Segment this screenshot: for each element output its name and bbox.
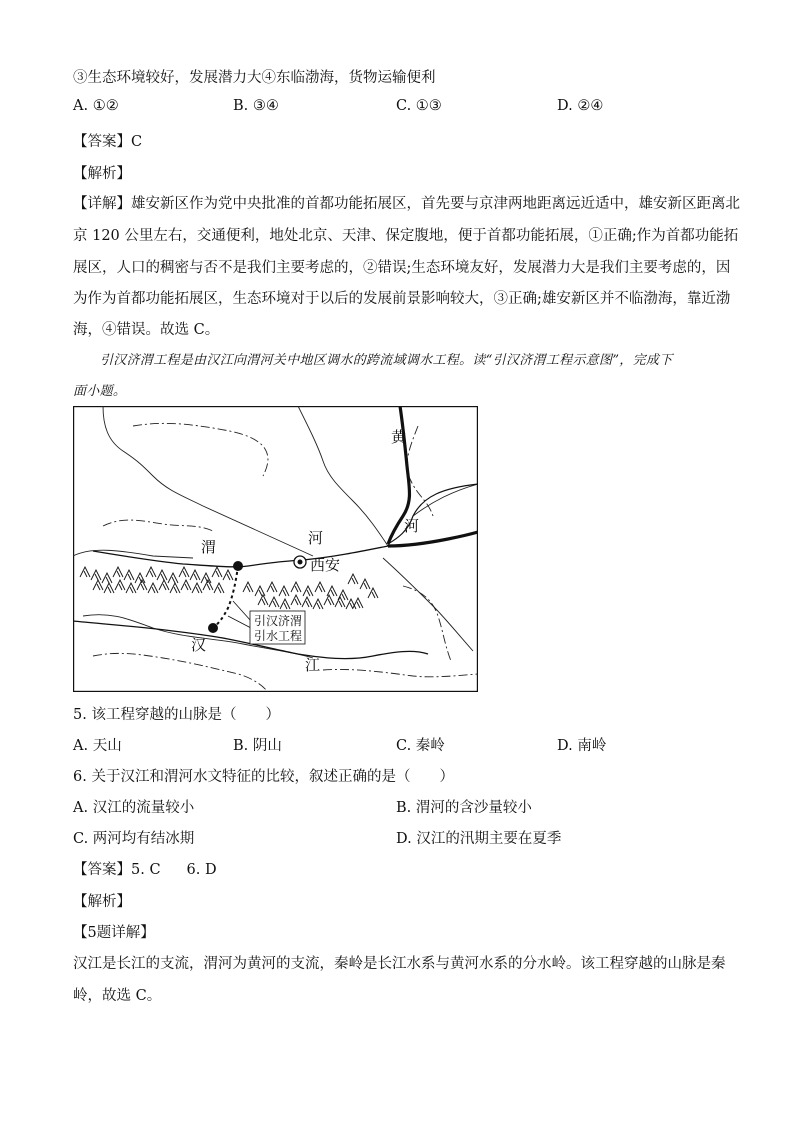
q5-option-c: C. 秦岭: [396, 738, 445, 754]
q4-answer-line: [73, 130, 142, 151]
q6-option-a: A. 汉江的流量较小: [73, 800, 195, 816]
q5-stem: 5. 该工程穿越的山脉是（ ）: [73, 707, 280, 723]
yinhanjiwei-project-map: [73, 406, 478, 692]
label-wei-char: 渭: [201, 538, 217, 556]
intake-point: [208, 623, 218, 633]
label-yellow-char: 黄: [391, 428, 407, 446]
q5-6-analysis-tag: 【解析】: [73, 894, 131, 910]
q4-option-c: C. ①③: [396, 98, 442, 114]
outlet-point: [233, 561, 243, 571]
q4-option-a: A. ①②: [73, 98, 119, 114]
material-intro-line-2: 面小题。: [73, 384, 127, 399]
q5-6-answer-line: [73, 858, 217, 879]
q4-option-d: D. ②④: [557, 98, 604, 114]
material-intro-line-1: 引汉济渭工程是由汉江向渭河关中地区调水的跨流域调水工程。读“引汉济渭工程示意图”，完成下: [100, 353, 673, 368]
q6-stem: 6. 关于汉江和渭河水文特征的比较，叙述正确的是（ ）: [73, 769, 454, 785]
q5-detail-line-1: 汉江是长江的支流，渭河为黄河的支流，秦岭是长江水系与黄河水系的分水岭。该工程穿越的山脉是秦: [73, 956, 726, 972]
q5-option-b: B. 阴山: [233, 738, 282, 754]
q6-answer: 6. D: [186, 862, 217, 878]
q4-detail-line-2: 京 120 公里左右，交通便利，地处北京、天津、保定腹地，便于首都功能拓展，①正确;作为首都功能拓: [73, 228, 739, 244]
q5-option-d: D. 南岭: [557, 738, 607, 754]
label-yellow-river-char: 河: [404, 517, 420, 535]
answer-tag: 【答案】: [73, 134, 131, 150]
q4-detail-line-1: 【详解】雄安新区作为党中央批准的首都功能拓展区，首先要与京津两地距离远近适中，雄安新区距离北: [73, 196, 740, 212]
q6-option-c: C. 两河均有结冰期: [73, 831, 195, 847]
label-wei-river-char: 河: [308, 529, 324, 547]
q4-option-b: B. ③④: [233, 98, 279, 114]
q4-analysis-tag: 【解析】: [73, 166, 131, 182]
label-han-char: 汉: [191, 636, 207, 654]
project-label-line-2: 引水工程: [254, 629, 303, 643]
q5-answer: 5. C: [131, 862, 161, 878]
xian-city-dot: [298, 560, 303, 565]
project-label-line-1: 引汉济渭: [254, 614, 303, 628]
q5-option-a: A. 天山: [73, 738, 122, 754]
q4-answer-value: C: [131, 134, 143, 150]
answer-tag: 【答案】: [73, 862, 131, 878]
q5-detail-tag: 【5题详解】: [73, 925, 155, 941]
q4-detail-line-5: 海，④错误。故选 C。: [73, 322, 220, 338]
q6-option-d: D. 汉江的汛期主要在夏季: [396, 831, 562, 847]
q5-detail-line-2: 岭，故选 C。: [73, 988, 162, 1004]
q4-statements-line: ③生态环境较好，发展潜力大④东临渤海，货物运输便利: [73, 70, 436, 86]
q6-option-b: B. 渭河的含沙量较小: [396, 800, 532, 816]
label-jiang-char: 江: [305, 656, 321, 674]
q4-detail-line-3: 展区，人口的稠密与否不是我们主要考虑的，②错误;生态环境友好，发展潜力大是我们主要考虑的，因: [73, 260, 731, 276]
q4-detail-line-4: 为作为首都功能拓展区，生态环境对于以后的发展前景影响较大，③正确;雄安新区并不临渤海，靠近渤: [73, 291, 731, 307]
label-xian: 西安: [310, 556, 341, 574]
